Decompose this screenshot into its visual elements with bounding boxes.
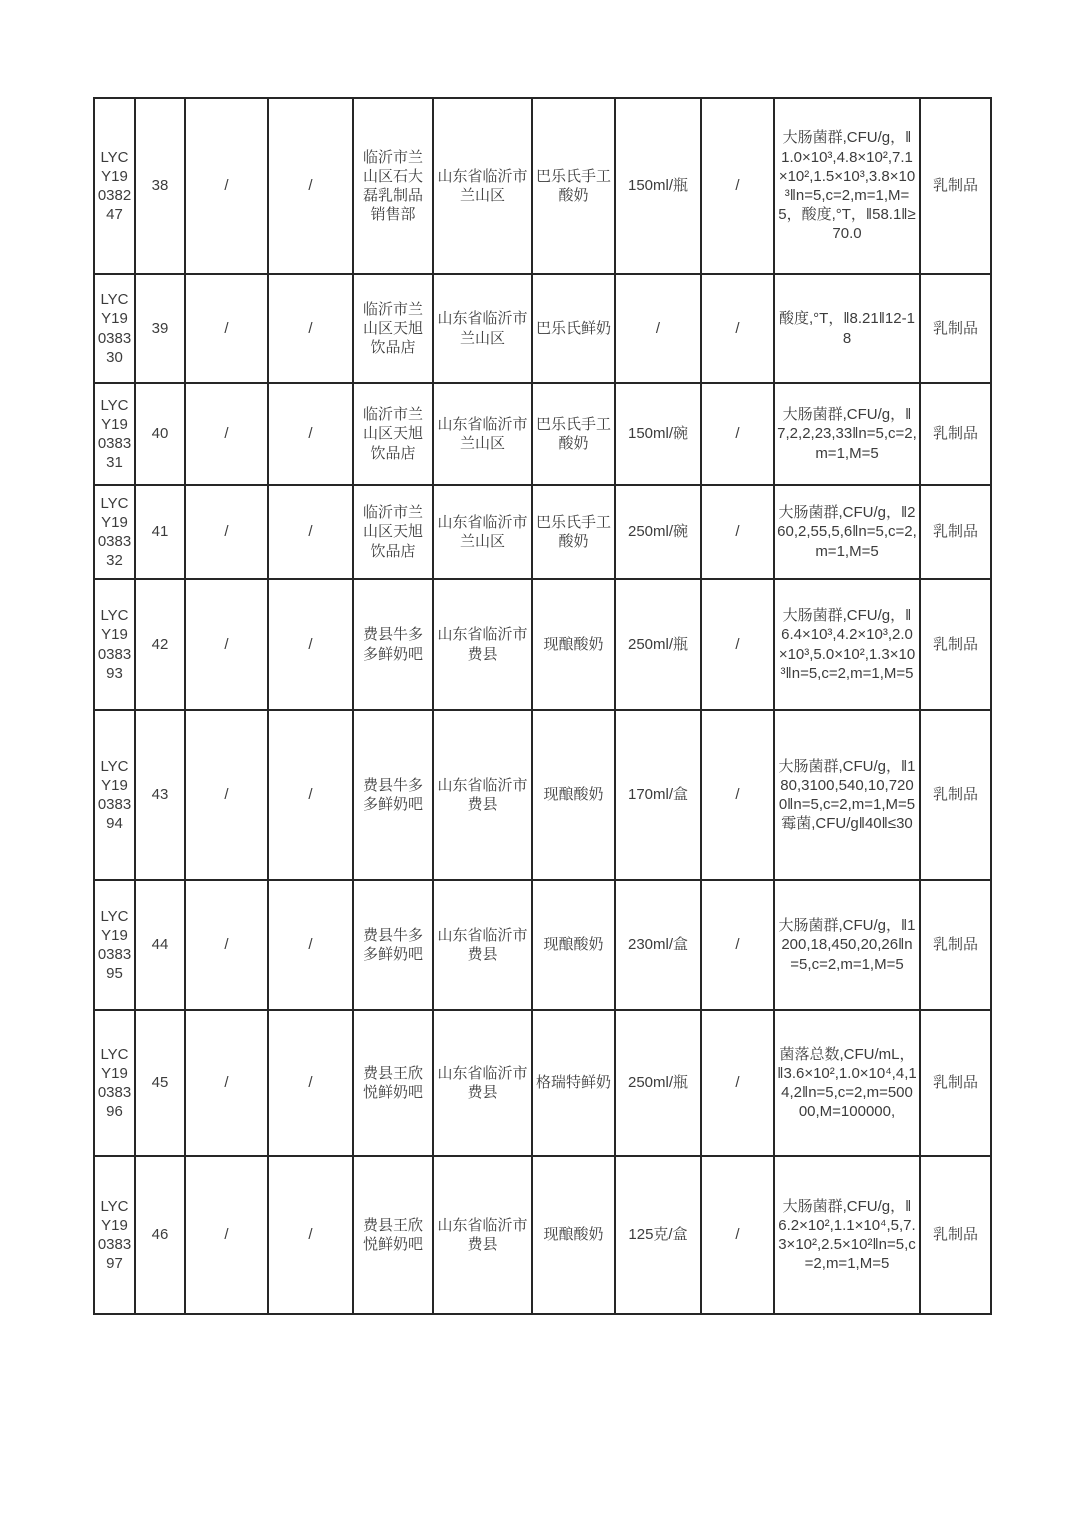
specification-cell: / xyxy=(615,274,701,383)
sample-id-cell: LYCY19038394 xyxy=(94,710,135,880)
field-slash-1-cell: / xyxy=(185,880,268,1010)
sampled-unit-region-cell: 山东省临沂市费县 xyxy=(433,880,532,1010)
field-slash-2-cell: / xyxy=(268,485,353,579)
serial-number-cell: 46 xyxy=(135,1156,185,1314)
sampled-unit-name-cell: 临沂市兰山区天旭饮品店 xyxy=(353,383,433,485)
table-row xyxy=(94,710,991,880)
field-slash-2-cell: / xyxy=(268,274,353,383)
production-date-cell: / xyxy=(701,98,774,274)
field-slash-2-cell: / xyxy=(268,579,353,710)
production-date-cell: / xyxy=(701,1156,774,1314)
specification-cell: 150ml/瓶 xyxy=(615,98,701,274)
sampled-unit-name-cell: 费县王欣悦鲜奶吧 xyxy=(353,1156,433,1314)
product-category-cell: 乳制品 xyxy=(920,383,991,485)
serial-number-cell: 38 xyxy=(135,98,185,274)
production-date-cell: / xyxy=(701,383,774,485)
field-slash-1-cell: / xyxy=(185,710,268,880)
specification-cell: 250ml/碗 xyxy=(615,485,701,579)
production-date-cell: / xyxy=(701,274,774,383)
inspection-result-cell: 大肠菌群,CFU/g，‖6.4×10³,4.2×10³,2.0×10³,5.0×10²,1.3×10³‖n=5,c=2,m=1,M=5 xyxy=(774,579,920,710)
sample-id-cell: LYCY19038332 xyxy=(94,485,135,579)
sampled-unit-region-cell: 山东省临沂市兰山区 xyxy=(433,383,532,485)
sampled-unit-region-cell: 山东省临沂市费县 xyxy=(433,1156,532,1314)
product-name-cell: 格瑞特鲜奶 xyxy=(532,1010,615,1156)
serial-number-cell: 39 xyxy=(135,274,185,383)
sample-id-cell: LYCY19038396 xyxy=(94,1010,135,1156)
sampled-unit-name-cell: 费县牛多多鲜奶吧 xyxy=(353,710,433,880)
table-row xyxy=(94,274,991,383)
table-row xyxy=(94,1156,991,1314)
field-slash-1-cell: / xyxy=(185,1010,268,1156)
sampled-unit-region-cell: 山东省临沂市兰山区 xyxy=(433,98,532,274)
sampled-unit-name-cell: 费县王欣悦鲜奶吧 xyxy=(353,1010,433,1156)
production-date-cell: / xyxy=(701,880,774,1010)
sample-id-cell: LYCY19038247 xyxy=(94,98,135,274)
product-name-cell: 现酿酸奶 xyxy=(532,579,615,710)
table-row xyxy=(94,98,991,274)
product-name-cell: 现酿酸奶 xyxy=(532,1156,615,1314)
inspection-result-cell: 大肠菌群,CFU/g，‖7,2,2,23,33‖n=5,c=2,m=1,M=5 xyxy=(774,383,920,485)
field-slash-2-cell: / xyxy=(268,880,353,1010)
product-name-cell: 巴乐氏手工酸奶 xyxy=(532,485,615,579)
sample-id-cell: LYCY19038397 xyxy=(94,1156,135,1314)
specification-cell: 170ml/盒 xyxy=(615,710,701,880)
inspection-result-cell: 大肠菌群,CFU/g，‖180,3100,540,10,7200‖n=5,c=2,m=1,M=5 霉菌,CFU/g‖40‖≤30 xyxy=(774,710,920,880)
field-slash-2-cell: / xyxy=(268,710,353,880)
production-date-cell: / xyxy=(701,485,774,579)
field-slash-2-cell: / xyxy=(268,383,353,485)
inspection-result-cell: 大肠菌群,CFU/g，‖1200,18,450,20,26‖n=5,c=2,m=1,M=5 xyxy=(774,880,920,1010)
serial-number-cell: 41 xyxy=(135,485,185,579)
table-row xyxy=(94,579,991,710)
inspection-result-cell: 大肠菌群,CFU/g，‖260,2,55,5,6‖n=5,c=2,m=1,M=5 xyxy=(774,485,920,579)
field-slash-2-cell: / xyxy=(268,98,353,274)
field-slash-1-cell: / xyxy=(185,1156,268,1314)
product-name-cell: 巴乐氏手工酸奶 xyxy=(532,98,615,274)
product-category-cell: 乳制品 xyxy=(920,1010,991,1156)
specification-cell: 250ml/瓶 xyxy=(615,1010,701,1156)
product-name-cell: 巴乐氏鲜奶 xyxy=(532,274,615,383)
sampled-unit-region-cell: 山东省临沂市兰山区 xyxy=(433,274,532,383)
field-slash-1-cell: / xyxy=(185,579,268,710)
serial-number-cell: 40 xyxy=(135,383,185,485)
sampled-unit-region-cell: 山东省临沂市费县 xyxy=(433,710,532,880)
product-category-cell: 乳制品 xyxy=(920,579,991,710)
serial-number-cell: 42 xyxy=(135,579,185,710)
field-slash-1-cell: / xyxy=(185,274,268,383)
specification-cell: 230ml/盒 xyxy=(615,880,701,1010)
sampled-unit-name-cell: 临沂市兰山区天旭饮品店 xyxy=(353,274,433,383)
sampled-unit-name-cell: 费县牛多多鲜奶吧 xyxy=(353,579,433,710)
field-slash-2-cell: / xyxy=(268,1010,353,1156)
table-row xyxy=(94,485,991,579)
serial-number-cell: 45 xyxy=(135,1010,185,1156)
production-date-cell: / xyxy=(701,579,774,710)
table-row xyxy=(94,383,991,485)
sample-id-cell: LYCY19038331 xyxy=(94,383,135,485)
inspection-result-cell: 菌落总数,CFU/mL，‖3.6×10²,1.0×10⁴,4,14,2‖n=5,c=2,m=50000,M=100000, xyxy=(774,1010,920,1156)
serial-number-cell: 44 xyxy=(135,880,185,1010)
table-row xyxy=(94,1010,991,1156)
specification-cell: 125克/盒 xyxy=(615,1156,701,1314)
product-name-cell: 巴乐氏手工酸奶 xyxy=(532,383,615,485)
product-category-cell: 乳制品 xyxy=(920,274,991,383)
sample-id-cell: LYCY19038393 xyxy=(94,579,135,710)
sampled-unit-name-cell: 临沂市兰山区石大磊乳制品销售部 xyxy=(353,98,433,274)
sample-id-cell: LYCY19038395 xyxy=(94,880,135,1010)
production-date-cell: / xyxy=(701,710,774,880)
inspection-table xyxy=(93,97,992,1315)
field-slash-2-cell: / xyxy=(268,1156,353,1314)
sampled-unit-region-cell: 山东省临沂市费县 xyxy=(433,579,532,710)
sampled-unit-name-cell: 费县牛多多鲜奶吧 xyxy=(353,880,433,1010)
inspection-result-cell: 大肠菌群,CFU/g，‖1.0×10³,4.8×10²,7.1×10²,1.5×10³,3.8×10³‖n=5,c=2,m=1,M=5，酸度,°T，‖58.1‖≥70.0 xyxy=(774,98,920,274)
serial-number-cell: 43 xyxy=(135,710,185,880)
product-name-cell: 现酿酸奶 xyxy=(532,710,615,880)
field-slash-1-cell: / xyxy=(185,383,268,485)
product-category-cell: 乳制品 xyxy=(920,485,991,579)
product-category-cell: 乳制品 xyxy=(920,1156,991,1314)
table-row xyxy=(94,880,991,1010)
specification-cell: 250ml/瓶 xyxy=(615,579,701,710)
product-category-cell: 乳制品 xyxy=(920,710,991,880)
sampled-unit-name-cell: 临沂市兰山区天旭饮品店 xyxy=(353,485,433,579)
product-category-cell: 乳制品 xyxy=(920,98,991,274)
inspection-result-cell: 大肠菌群,CFU/g，‖6.2×10²,1.1×10⁴,5,7.3×10²,2.5×10²‖n=5,c=2,m=1,M=5 xyxy=(774,1156,920,1314)
product-category-cell: 乳制品 xyxy=(920,880,991,1010)
specification-cell: 150ml/碗 xyxy=(615,383,701,485)
sampled-unit-region-cell: 山东省临沂市费县 xyxy=(433,1010,532,1156)
field-slash-1-cell: / xyxy=(185,98,268,274)
production-date-cell: / xyxy=(701,1010,774,1156)
product-name-cell: 现酿酸奶 xyxy=(532,880,615,1010)
inspection-result-cell: 酸度,°T，‖8.21‖12-18 xyxy=(774,274,920,383)
inspection-table-body xyxy=(94,98,991,1314)
sample-id-cell: LYCY19038330 xyxy=(94,274,135,383)
sampled-unit-region-cell: 山东省临沂市兰山区 xyxy=(433,485,532,579)
field-slash-1-cell: / xyxy=(185,485,268,579)
